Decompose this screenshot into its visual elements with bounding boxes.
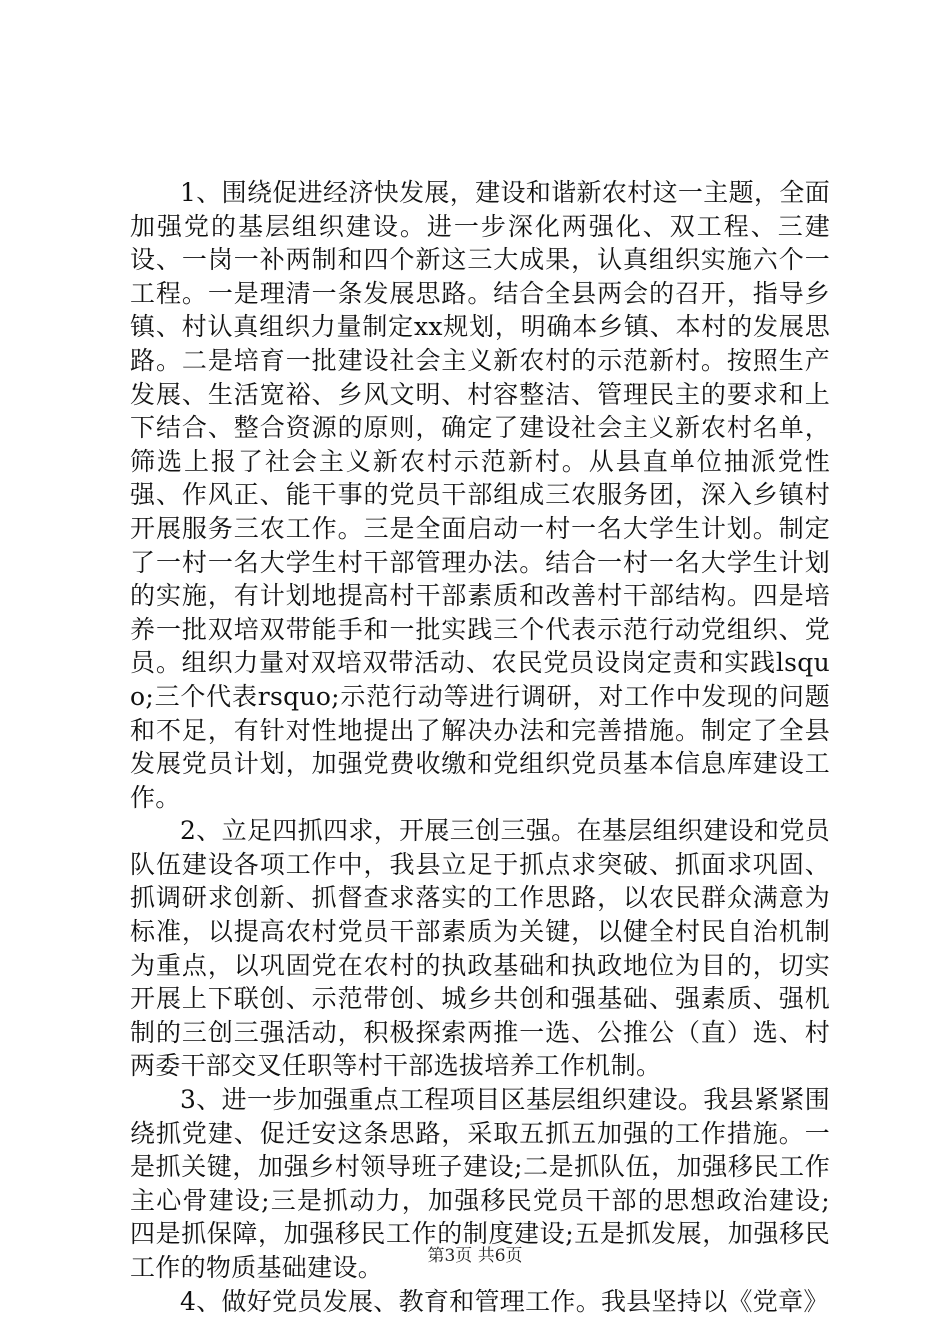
paragraph-3: 3、进一步加强重点工程项目区基层组织建设。我县紧紧围绕抓党建、促迁安这条思路，采取五抓五加强的工作措施。一是抓关键，加强乡村领导班子建设;二是抓队伍，加强移民工作主心骨建设;三是抓动力，加强移民党员干部的思想政治建设;四是抓保障，加强移民工作的制度建设;五是抓发展，加强移民工作的物质基础建设。 (130, 1085, 830, 1282)
paragraph-2: 2、立足四抓四求，开展三创三强。在基层组织建设和党员队伍建设各项工作中，我县立足于抓点求突破、抓面求巩固、抓调研求创新、抓督查求落实的工作思路，以农民群众满意为标准，以提高农村党员干部素质为关键，以健全村民自治机制为重点，以巩固党在农村的执政基础和执政地位为目的，切实开展上下联创、示范带创、城乡共创和强基础、强素质、强机制的三创三强活动，积极探索两推一选、公推公（直）选、村两委干部交叉任职等村干部选拔培养工作机制。 (130, 816, 830, 1081)
document-body (130, 176, 830, 1318)
paragraph-1: 1、围绕促进经济快发展，建设和谐新农村这一主题，全面加强党的基层组织建设。进一步深化两强化、双工程、三建设、一岗一补两制和四个新这三大成果，认真组织实施六个一工程。一是理清一条发展思路。结合全县两会的召开，指导乡镇、村认真组织力量制定xx规划，明确本乡镇、本村的发展思路。二是培育一批建设社会主义新农村的示范新村。按照生产发展、生活宽裕、乡风文明、村容整洁、管理民主的要求和上下结合、整合资源的原则，确定了建设社会主义新农村名单，筛选上报了社会主义新农村示范新村。从县直单位抽派党性强、作风正、能干事的党员干部组成三农服务团，深入乡镇村开展服务三农工作。三是全面启动一村一名大学生计划。制定了一村一名大学生村干部管理办法。结合一村一名大学生计划的实施，有计划地提高村干部素质和改善村干部结构。四是培养一批双培双带能手和一批实践三个代表示范行动党组织、党员。组织力量对双培双带活动、农民党员设岗定责和实践lsquo;三个代表rsquo;示范行动等进行调研，对工作中发现的问题和不足，有针对性地提出了解决办法和完善措施。制定了全县发展党员计划，加强党费收缴和党组织党员基本信息库建设工作。 (130, 178, 830, 812)
paragraph-4: 4、做好党员发展、教育和管理工作。我县坚持以《党章》 (180, 1286, 829, 1316)
page-footer: 第3页 共6页 (427, 1246, 523, 1266)
